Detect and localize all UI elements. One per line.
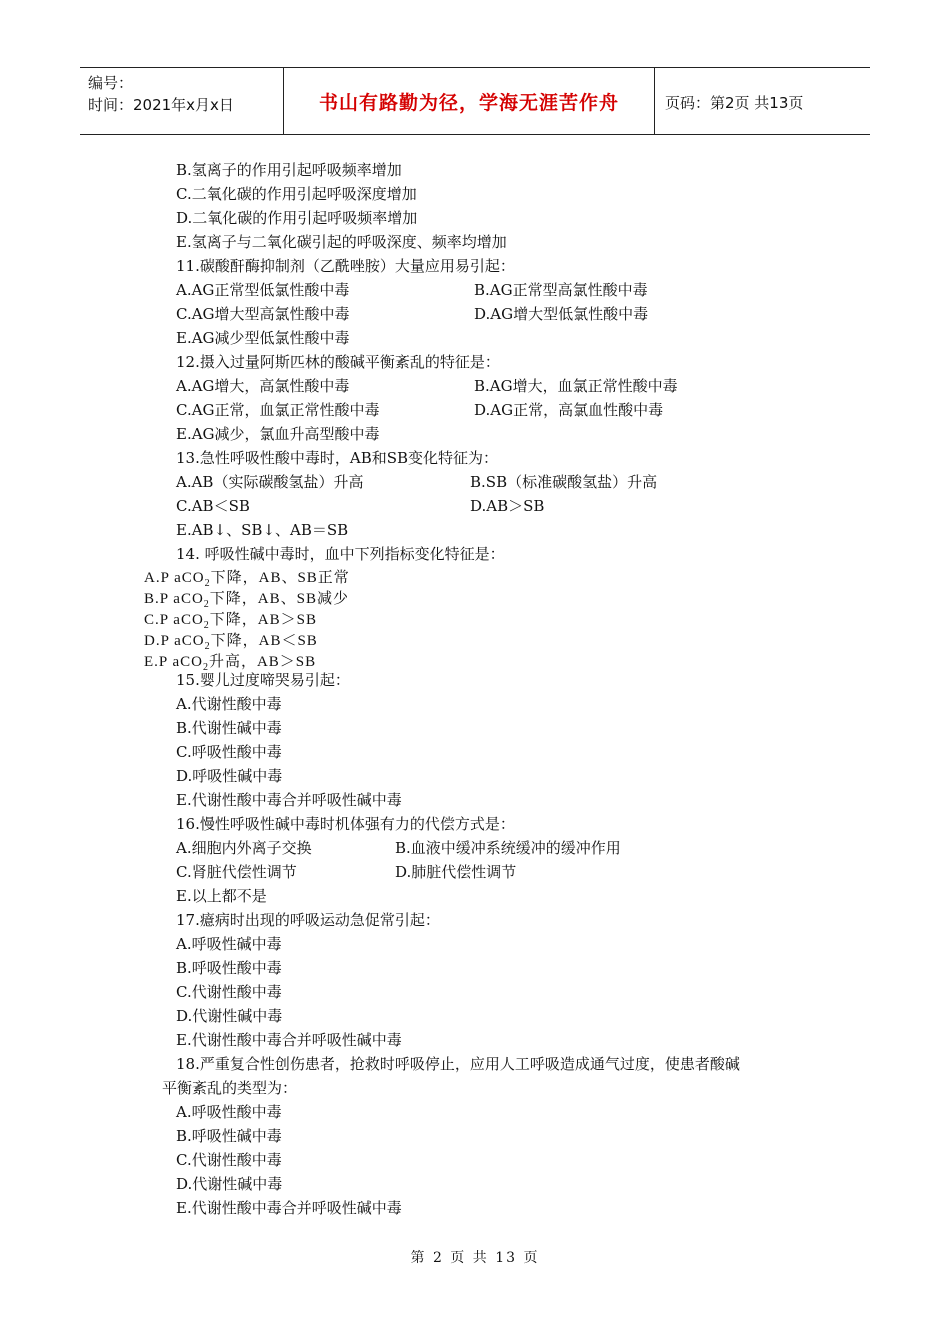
option-line: A.呼吸性酸中毒 <box>176 1103 282 1121</box>
question-16: 16.慢性呼吸性碱中毒时机体强有力的代偿方式是： <box>176 815 515 833</box>
option-line: B.AG正常型高氯性酸中毒 <box>474 281 648 299</box>
option-line: D.代谢性碱中毒 <box>176 1007 283 1025</box>
option-line: C.代谢性酸中毒 <box>176 983 282 1001</box>
option-line: B.呼吸性碱中毒 <box>176 1127 282 1145</box>
page-footer: 第 2 页 共 13 页 <box>410 1250 540 1266</box>
option-line: B.呼吸性酸中毒 <box>176 959 282 977</box>
header-page-info: 页码：第2页 共13页 <box>665 94 804 112</box>
option-line: B.AG增大，血氯正常性酸中毒 <box>474 377 678 395</box>
document-time-label: 时间：2021年x月x日 <box>88 96 234 114</box>
option-line: B.SB（标准碳酸氢盐）升高 <box>470 473 658 491</box>
question-13: 13.急性呼吸性酸中毒时，AB和SB变化特征为： <box>176 449 499 467</box>
option-line: C.二氧化碳的作用引起呼吸深度增加 <box>176 185 417 203</box>
q14-option-c: C.P aCO$_2$下降，AB＞SB <box>144 612 317 631</box>
q14-option-b: B.P aCO$_2$下降，AB、SB减少 <box>144 591 349 610</box>
header-left <box>88 72 234 116</box>
question-17: 17.癔病时出现的呼吸运动急促常引起： <box>176 911 440 929</box>
option-line: D.代谢性碱中毒 <box>176 1175 283 1193</box>
option-line: C.AG增大型高氯性酸中毒 <box>176 305 350 323</box>
option-line: B.代谢性碱中毒 <box>176 719 282 737</box>
option-line: D.AG增大型低氯性酸中毒 <box>474 305 649 323</box>
option-line: E.代谢性酸中毒合并呼吸性碱中毒 <box>176 1199 402 1217</box>
option-line: B.氢离子的作用引起呼吸频率增加 <box>176 161 402 179</box>
option-line: C.肾脏代偿性调节 <box>176 863 297 881</box>
option-line: E.AG减少，氯血升高型酸中毒 <box>176 425 380 443</box>
question-11: 11.碳酸酐酶抑制剂（乙酰唑胺）大量应用易引起： <box>176 257 515 275</box>
option-line: E.氢离子与二氧化碳引起的呼吸深度、频率均增加 <box>176 233 507 251</box>
document-number-label: 编号： <box>88 74 134 92</box>
option-line: C.代谢性酸中毒 <box>176 1151 282 1169</box>
option-line: A.代谢性酸中毒 <box>176 695 282 713</box>
option-line: C.AG正常，血氯正常性酸中毒 <box>176 401 380 419</box>
question-18: 18.严重复合性创伤患者，抢救时呼吸停止，应用人工呼吸造成通气过度，使患者酸碱 <box>176 1055 740 1073</box>
option-line: D.呼吸性碱中毒 <box>176 767 283 785</box>
option-line: E.AB↓、SB↓、AB＝SB <box>176 521 349 539</box>
option-line: A.AG增大，高氯性酸中毒 <box>176 377 350 395</box>
option-line: A.细胞内外离子交换 <box>176 839 312 857</box>
option-line: A.AG正常型低氯性酸中毒 <box>176 281 350 299</box>
option-line: C.AB＜SB <box>176 497 250 515</box>
option-line: D.二氧化碳的作用引起呼吸频率增加 <box>176 209 418 227</box>
option-line: E.AG减少型低氯性酸中毒 <box>176 329 350 347</box>
option-line: A.AB（实际碳酸氢盐）升高 <box>176 473 364 491</box>
option-line: E.以上都不是 <box>176 887 267 905</box>
option-line: D.肺脏代偿性调节 <box>395 863 517 881</box>
question-14: 14. 呼吸性碱中毒时，血中下列指标变化特征是： <box>176 545 505 563</box>
question-12: 12.摄入过量阿斯匹林的酸碱平衡紊乱的特征是： <box>176 353 500 371</box>
question-15: 15.婴儿过度啼哭易引起： <box>176 671 350 689</box>
page-header <box>80 67 870 135</box>
q14-option-e: E.P aCO$_2$升高，AB＞SB <box>144 654 317 673</box>
option-line: D.AG正常，高氯血性酸中毒 <box>474 401 664 419</box>
option-line: C.呼吸性酸中毒 <box>176 743 282 761</box>
option-line: B.血液中缓冲系统缓冲的缓冲作用 <box>395 839 621 857</box>
header-motto: 书山有路勤为径，学海无涯苦作舟 <box>283 68 655 134</box>
option-line: A.呼吸性碱中毒 <box>176 935 282 953</box>
question-18-continued: 平衡紊乱的类型为： <box>162 1079 298 1097</box>
option-line: E.代谢性酸中毒合并呼吸性碱中毒 <box>176 1031 402 1049</box>
q14-option-a: A.P aCO$_2$下降，AB、SB正常 <box>144 570 350 589</box>
option-line: D.AB＞SB <box>470 497 545 515</box>
q14-option-d: D.P aCO$_2$下降，AB＜SB <box>144 633 318 652</box>
option-line: E.代谢性酸中毒合并呼吸性碱中毒 <box>176 791 402 809</box>
